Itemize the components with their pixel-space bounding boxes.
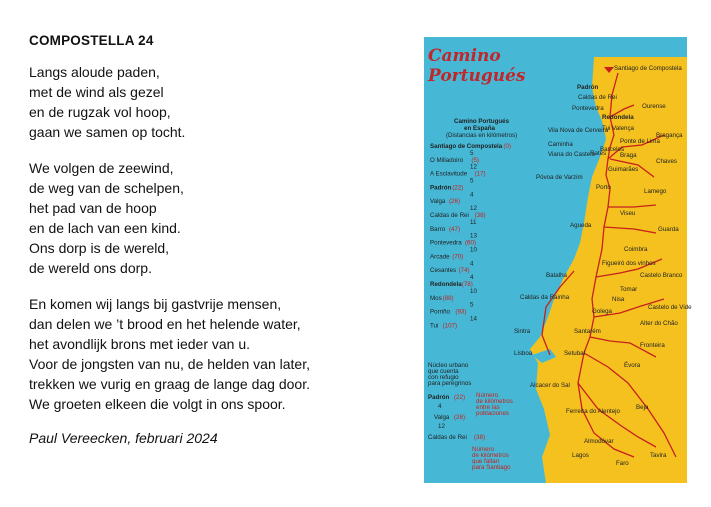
map-title-line1: Camino (428, 46, 501, 66)
stage-km: (74) (458, 267, 470, 275)
town-label: Chaves (656, 158, 677, 165)
town-label: Tui Valença (602, 125, 634, 132)
stage-km: (17) (474, 170, 486, 178)
key-text: de kilómetros (472, 452, 509, 459)
key-distance: 4 (438, 403, 442, 410)
legend-header: Camino Portugués (454, 118, 510, 125)
poem-line: trekken we vurig en graag de lange dag door. (29, 376, 310, 392)
poem-line: de weg van de schelpen, (29, 180, 184, 196)
town-label: Santiago de Compostela (614, 65, 682, 72)
legend-header: en España (464, 125, 495, 132)
town-label: Porto (596, 184, 611, 191)
stage-km: (22) (452, 184, 464, 192)
key-text: que faltan (472, 458, 500, 465)
town-label: Barcelos (600, 146, 625, 153)
town-label: Póvoa de Varzim (536, 174, 583, 181)
stage-distance: 11 (470, 218, 477, 226)
stage-distance: 14 (470, 315, 477, 323)
town-label: Sintra (514, 328, 531, 335)
town-label: Faro (616, 460, 629, 467)
town-label: Viseu (620, 210, 636, 217)
map-title-line2: Portugués (428, 66, 526, 86)
town-label: Figueiró dos vinhos (602, 260, 656, 267)
town-label: Golega (592, 308, 612, 315)
town-label: Agueda (570, 222, 592, 229)
town-label: Setubal (564, 350, 585, 357)
key-valga-km: (26) (454, 414, 466, 421)
poem-title: COMPOSTELLA 24 (29, 33, 154, 48)
town-label: Tavira (650, 452, 667, 459)
stage-distance: 5 (470, 301, 474, 309)
key-text: para peregrinos (428, 380, 472, 387)
stage-list (430, 143, 511, 329)
stage-distance: 10 (470, 246, 477, 254)
map-illustration (424, 37, 692, 483)
map-key (428, 362, 513, 471)
key-caldas-km: (38) (474, 434, 486, 441)
stage-km: (0) (503, 143, 511, 150)
town-label: Ferreira do Alentejo (566, 408, 620, 415)
poem-line: We volgen de zeewind, (29, 160, 174, 176)
town-label: Batalha (546, 272, 567, 279)
poem-line: Ons dorp is de wereld, (29, 240, 170, 256)
town-label: Viana do Castelo (548, 151, 596, 158)
stage-distance: 12 (470, 205, 477, 213)
stage-km: (60) (465, 239, 477, 247)
key-text: entre las (476, 404, 500, 411)
town-label: Castelo Branco (640, 272, 683, 279)
town-label: Tomar (620, 286, 638, 293)
stage-name: Arcade (430, 253, 450, 261)
stage-km: (78) (461, 281, 473, 288)
stage-distance: 13 (470, 232, 477, 240)
poem-line: Voor de jongsten van nu, de helden van later, (29, 356, 310, 372)
town-label: Vila Nova de Cerveira (548, 127, 609, 134)
stage-name: Mos (430, 294, 442, 302)
stage-name: Santiago de Compostela (430, 143, 503, 150)
town-label: Santarém (574, 328, 601, 335)
town-label: Évora (624, 362, 641, 369)
stage-name: O Milladoiro (430, 156, 464, 164)
key-text: para Santiago (472, 464, 511, 471)
stage-distance: 10 (470, 287, 477, 295)
camino-map (424, 37, 692, 483)
poem-line: Langs aloude paden, (29, 64, 160, 80)
town-label: Fronteira (640, 342, 665, 349)
town-label: Bragança (656, 132, 683, 139)
stanza-2 (29, 158, 389, 278)
stage-name: Tui (430, 322, 439, 330)
key-text: Núcleo urbano (428, 362, 469, 369)
poem-line: het pad van de hoop (29, 200, 157, 216)
town-label: Alter do Chão (640, 320, 678, 327)
town-label: Guimarães (608, 166, 639, 173)
stage-distance: 4 (470, 191, 474, 199)
town-label: Nisa (612, 296, 625, 303)
town-label: Redondela (602, 114, 634, 121)
key-padron-km: (22) (454, 394, 466, 401)
town-label: Alcacer do Sal (530, 382, 570, 389)
stage-distance: 5 (470, 177, 474, 185)
stage-name: A Esclavitude (430, 170, 468, 178)
town-label: Caminha (548, 141, 573, 148)
stage-km: (88) (442, 294, 454, 302)
town-label: Lamego (644, 188, 667, 195)
key-text: Número (476, 392, 499, 399)
key-distance: 12 (438, 423, 445, 430)
key-text: de kilómetros (476, 398, 513, 405)
stage-distance: 4 (470, 260, 474, 268)
poem-line: en de rugzak vol hoop, (29, 104, 171, 120)
town-label: Caldas de Rei (578, 94, 617, 101)
stage-name: Pontevedra (430, 239, 462, 247)
stage-km: (5) (471, 156, 479, 164)
key-valga: Valga (434, 414, 450, 421)
stage-name: Redondela (430, 281, 462, 288)
town-label: Braga (620, 152, 637, 159)
stage-km: (38) (474, 212, 486, 219)
town-label: Rates (590, 150, 607, 157)
stage-km: (26) (449, 198, 461, 206)
town-label: Pontevedra (572, 105, 604, 112)
poem-line: En komen wij langs bij gastvrije mensen, (29, 296, 282, 312)
town-label: Guarda (658, 226, 679, 233)
key-text: que cuenta (428, 368, 459, 375)
key-text: poblaciones (476, 410, 510, 417)
key-text: con refugio (428, 374, 459, 381)
poem-author: Paul Vereecken, februari 2024 (29, 430, 218, 446)
stage-km: (70) (452, 253, 464, 261)
key-caldas: Caldas de Rei (428, 434, 467, 441)
poem (29, 33, 389, 446)
poem-line: de wereld ons dorp. (29, 260, 152, 276)
town-label: Coimbra (624, 246, 648, 253)
stage-name: Porriño (430, 308, 450, 316)
stanza-3 (29, 294, 389, 414)
poem-line: gaan we samen op tocht. (29, 124, 186, 140)
town-label: Beja (636, 404, 649, 411)
key-padron: Padrón (428, 394, 450, 401)
stage-name: Caldas de Rei (430, 212, 469, 219)
stages-legend (430, 118, 517, 329)
stage-km: (93) (455, 308, 467, 316)
town-label: Padrón (577, 84, 599, 91)
stage-name: Barro (430, 225, 446, 233)
town-label: Caldas da Rainha (520, 294, 570, 301)
town-label: Almodóvar (584, 438, 614, 445)
poem-line: We groeten elkeen die volgt in ons spoor. (29, 396, 286, 412)
stage-distance: 5 (470, 149, 474, 157)
poem-line: het avondlijk brons met ieder van u. (29, 336, 251, 352)
town-label: Castelo de Vide (648, 304, 692, 311)
stage-km: (107) (442, 322, 458, 330)
legend-header: (Distancias en kilómetros) (446, 132, 518, 139)
town-label: Lisboa (514, 350, 533, 357)
town-label: Lagos (572, 452, 589, 459)
town-label: Ourense (642, 103, 666, 110)
stage-distance: 4 (470, 274, 474, 282)
key-text: Número (472, 446, 495, 453)
stage-name: Valga (430, 198, 446, 206)
stage-distance: 12 (470, 163, 477, 171)
stage-km: (47) (449, 225, 461, 233)
stanza-1 (29, 62, 389, 142)
stage-name: Padrón (430, 184, 452, 192)
town-label: Ponte de Lima (620, 138, 660, 145)
poem-line: met de wind als gezel (29, 84, 164, 100)
poem-line: dan delen we ’t brood en het helende water, (29, 316, 301, 332)
poem-line: en de lach van een kind. (29, 220, 181, 236)
stage-name: Cesantes (430, 267, 457, 275)
